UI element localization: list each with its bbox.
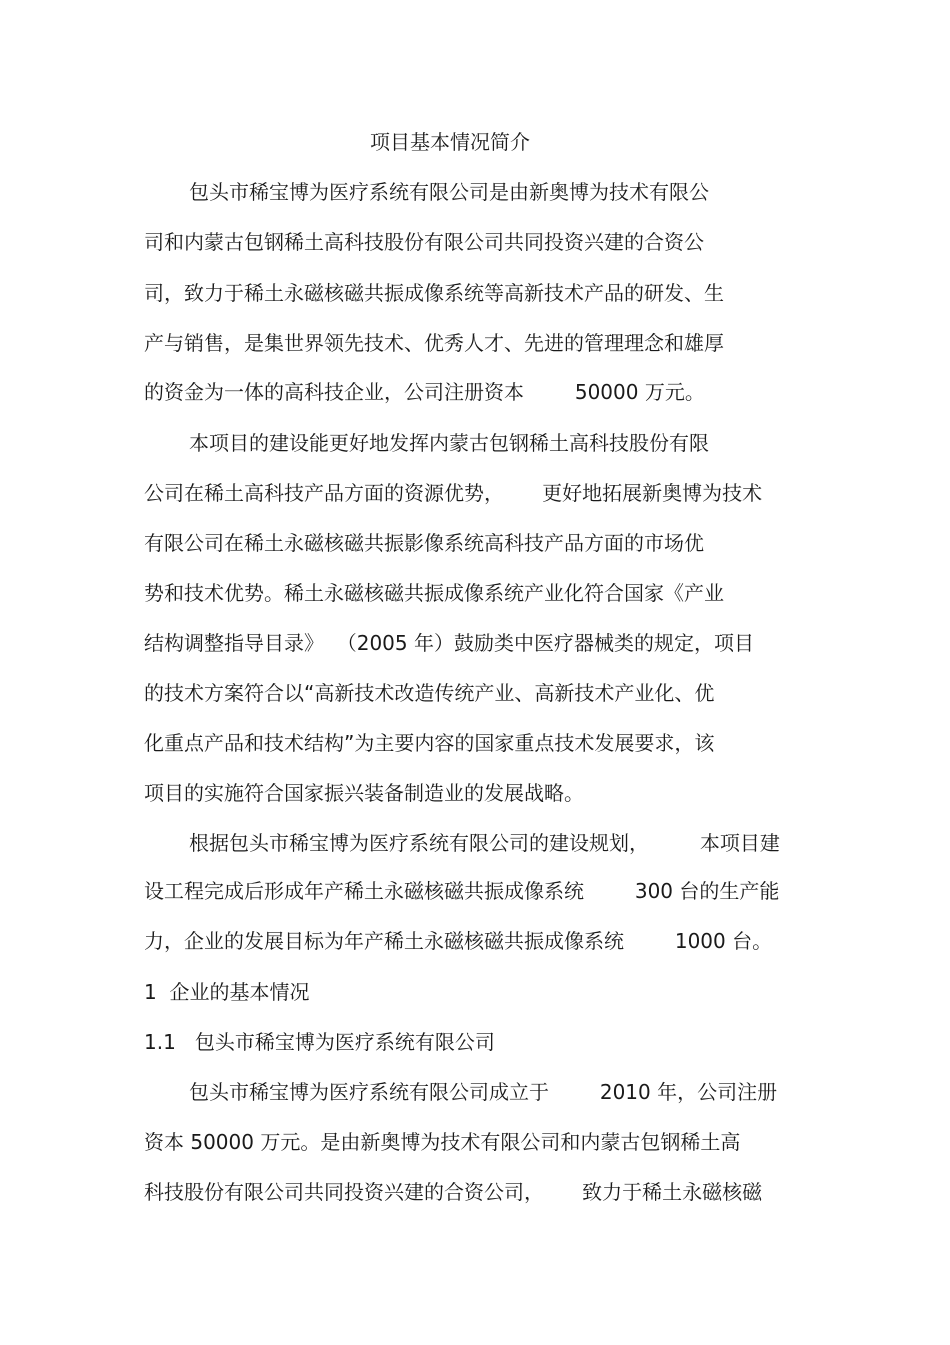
paragraph-line: 有限公司在稀土永磁核磁共振影像系统高科技产品方面的市场优 — [144, 531, 704, 555]
paragraph-line: 设工程完成后形成年产稀土永磁核磁共振成像系统 300 台的生产能 — [144, 879, 780, 903]
subsection-heading: 1.1 包头市稀宝博为医疗系统有限公司 — [144, 1030, 495, 1054]
paragraph-line: 科技股份有限公司共同投资兴建的合资公司， 致力于稀土永磁核磁 — [144, 1180, 763, 1204]
paragraph-line: 的技术方案符合以“高新技术改造传统产业、高新技术产业化、优 — [144, 681, 715, 705]
paragraph-line: 的资金为一体的高科技企业，公司注册资本 50000 万元。 — [144, 380, 705, 404]
paragraph-line: 根据包头市稀宝博为医疗系统有限公司的建设规划， 本项目建 — [189, 831, 780, 855]
paragraph-line: 结构调整指导目录》 （2005 年）鼓励类中医疗器械类的规定，项目 — [144, 631, 754, 655]
paragraph-line: 力，企业的发展目标为年产稀土永磁核磁共振成像系统 1000 台。 — [144, 929, 773, 953]
document-title: 项目基本情况简介 — [370, 130, 530, 154]
paragraph-line: 产与销售，是集世界领先技术、优秀人才、先进的管理理念和雄厚 — [144, 331, 724, 355]
paragraph-line: 本项目的建设能更好地发挥内蒙古包钢稀土高科技股份有限 — [189, 431, 709, 455]
paragraph-line: 包头市稀宝博为医疗系统有限公司是由新奥博为技术有限公 — [189, 180, 709, 204]
paragraph-line: 化重点产品和技术结构”为主要内容的国家重点技术发展要求，该 — [144, 731, 715, 755]
paragraph-line: 包头市稀宝博为医疗系统有限公司成立于 2010 年，公司注册 — [189, 1080, 778, 1104]
paragraph-line: 司，致力于稀土永磁核磁共振成像系统等高新技术产品的研发、生 — [144, 281, 724, 305]
paragraph-line: 司和内蒙古包钢稀土高科技股份有限公司共同投资兴建的合资公 — [144, 230, 704, 254]
section-heading: 1 企业的基本情况 — [144, 980, 310, 1004]
paragraph-line: 势和技术优势。稀土永磁核磁共振成像系统产业化符合国家《产业 — [144, 581, 724, 605]
paragraph-line: 公司在稀土高科技产品方面的资源优势， 更好地拓展新奥博为技术 — [144, 481, 763, 505]
paragraph-line: 项目的实施符合国家振兴装备制造业的发展战略。 — [144, 781, 584, 805]
paragraph-line: 资本 50000 万元。是由新奥博为技术有限公司和内蒙古包钢稀土高 — [144, 1130, 741, 1154]
